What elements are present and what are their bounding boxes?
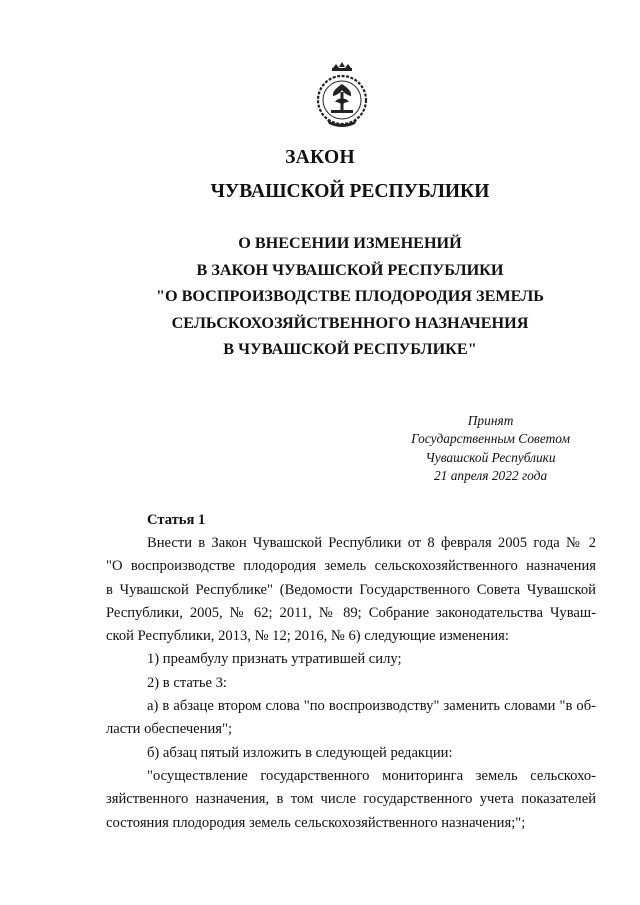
adoption-note <box>411 412 570 485</box>
paragraph-line: 2) в статье 3: <box>147 674 227 691</box>
adoption-note-line: Чувашской Республики <box>425 449 556 465</box>
paragraph-line: б) абзац пятый изложить в следующей редакции: <box>147 744 453 761</box>
paragraph-line: зяйственного назначения, в том числе государственного учета показателей <box>106 791 596 808</box>
paragraph-line: в Чувашской Республике" (Ведомости Государственного Совета Чувашской <box>106 581 596 598</box>
law-title-line: "О ВОСПРОИЗВОДСТВЕ ПЛОДОРОДИЯ ЗЕМЕЛЬ <box>155 287 545 305</box>
article-heading: Статья 1 <box>147 512 206 528</box>
paragraph-line: "осуществление государственного мониторинга земель сельскохо- <box>147 767 596 784</box>
article-body <box>106 532 596 835</box>
paragraph-line: состояния плодородия земель сельскохозяйственного назначения;"; <box>106 814 526 831</box>
paragraph-line: ской Республики, 2013, № 12; 2016, № 6) следующие изменения: <box>106 628 509 645</box>
paragraph-line: Республики, 2005, № 62; 2011, № 89; Собрание законодательства Чуваш- <box>106 604 596 621</box>
law-title-line: СЕЛЬСКОХОЗЯЙСТВЕННОГО НАЗНАЧЕНИЯ <box>171 313 529 332</box>
law-heading: ЗАКОН <box>285 147 355 168</box>
law-title-line: О ВНЕСЕНИИ ИЗМЕНЕНИЙ <box>238 234 462 252</box>
republic-heading: ЧУВАШСКОЙ РЕСПУБЛИКИ <box>210 181 490 202</box>
paragraph-line: а) в абзаце втором слова "по воспроизводству" заменить словами "в об- <box>147 698 596 715</box>
adoption-date: 21 апреля 2022 года <box>433 467 548 483</box>
chuvash-republic-emblem-icon <box>313 62 371 130</box>
paragraph-line: 1) преамбулу признать утратившей силу; <box>147 651 402 668</box>
paragraph-line: ласти обеспечения"; <box>106 721 233 738</box>
paragraph-line: Внести в Закон Чувашской Республики от 8 февраля 2005 года № 2 <box>147 535 596 551</box>
paragraph-line: "О воспроизводстве плодородия земель сельскохозяйственного назначения <box>106 558 596 575</box>
law-title-line: В ЧУВАШСКОЙ РЕСПУБЛИКЕ" <box>223 340 477 358</box>
adoption-note-line: Государственным Советом <box>411 431 570 447</box>
law-title <box>0 230 640 363</box>
adoption-note-line: Принят <box>467 413 514 428</box>
law-title-line: В ЗАКОН ЧУВАШСКОЙ РЕСПУБЛИКИ <box>196 260 504 279</box>
